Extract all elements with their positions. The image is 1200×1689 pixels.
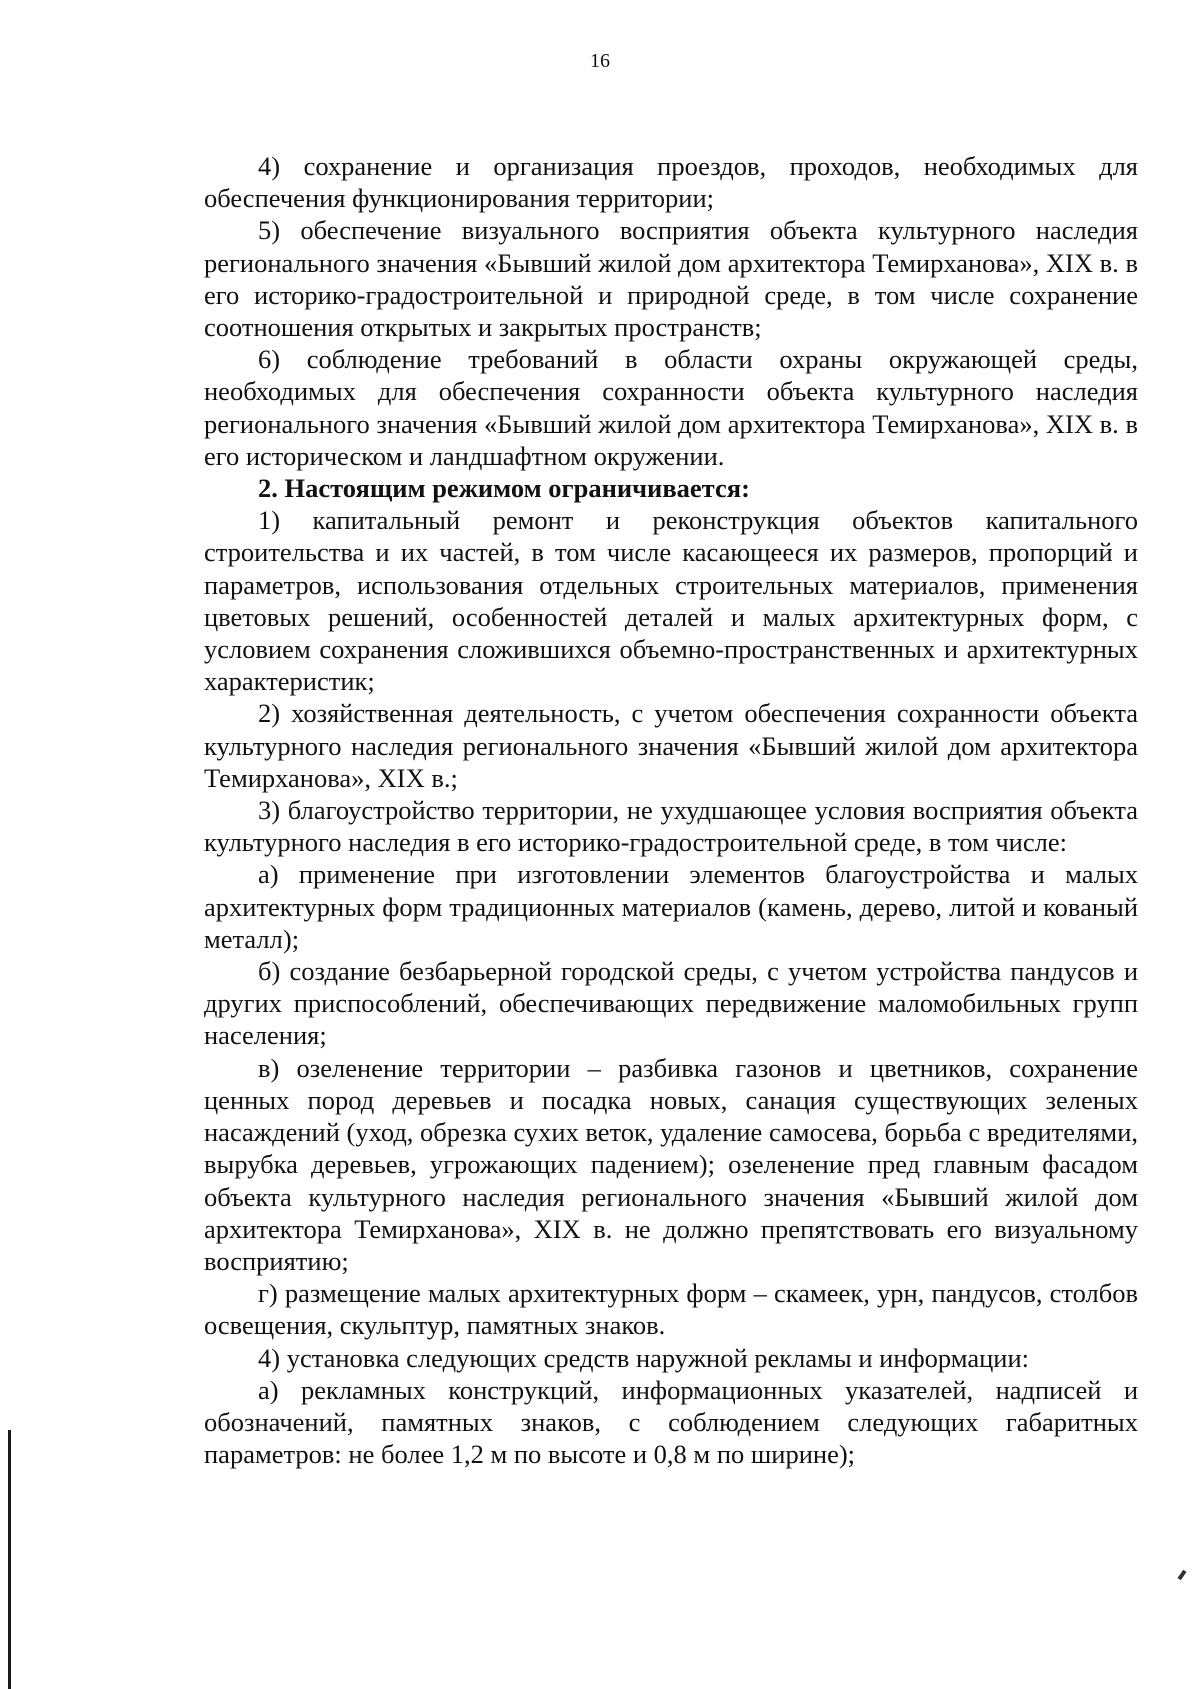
document-body [204, 150, 1138, 1470]
paragraph-item-5-visual-perception: 5) обеспечение визуального восприятия объекта культурного наследия регионального значения «Бывший жилой дом архитектора Темирханова», XIX в. в его историко-градостроительной и природной среде, в том числе сохранение соотношения открытых и закрытых пространств; [204, 215, 1138, 343]
paragraph-subitem-a-materials: а) применение при изготовлении элементов благоустройства и малых архитектурных форм традиционных материалов (камень, дерево, литой и кованый металл); [204, 859, 1138, 954]
scan-edge-mark [8, 1430, 11, 1689]
paragraph-item-4-advertising: 4) установка следующих средств наружной рекламы и информации: [258, 1342, 1030, 1373]
paragraph-subitem-g-small-forms: г) размещение малых архитектурных форм – скамеек, урн, пандусов, столбов освещения, скульптур, памятных знаков. [204, 1278, 1138, 1341]
scan-speck-mark [1177, 1570, 1186, 1580]
paragraph-subitem-b-barrier-free: б) создание безбарьерной городской среды, с учетом устройства пандусов и других приспособлений, обеспечивающих передвижение маломобильных групп населения; [204, 956, 1138, 1051]
paragraph-item-4-driveways: 4) сохранение и организация проездов, проходов, необходимых для обеспечения функционирования территории; [204, 151, 1138, 214]
paragraph-item-3-landscaping: 3) благоустройство территории, не ухудшающее условия восприятия объекта культурного наследия в его историко-градостроительной среде, в том числе: [204, 795, 1138, 858]
paragraph-subitem-a-signage: а) рекламных конструкций, информационных указателей, надписей и обозначений, памятных знаков, с соблюдением следующих габаритных параметров: не более 1,2 м по высоте и 0,8 м по ширине); [204, 1374, 1138, 1470]
page-number: 16 [590, 50, 610, 72]
paragraph-subitem-v-greening: в) озеленение территории – разбивка газонов и цветников, сохранение ценных пород деревьев и посадка новых, санация существующих зеленых насаждений (уход, обрезка сухих веток, удаление самосева, борьба с вредителями, вырубка деревьев, угрожающих падением); озеленение пред главным фасадом объекта культурного наследия регионального значения «Бывший жилой дом архитектора Темирханова», XIX в. не должно препятствовать его визуальному восприятию; [204, 1052, 1138, 1276]
paragraph-item-2-economic-activity: 2) хозяйственная деятельность, с учетом обеспечения сохранности объекта культурного наследия регионального значения «Бывший жилой дом архитектора Темирханова», XIX в.; [204, 698, 1138, 793]
section-heading-restrictions: 2. Настоящим режимом ограничивается: [258, 473, 750, 504]
paragraph-item-6-environment: 6) соблюдение требований в области охраны окружающей среды, необходимых для обеспечения сохранности объекта культурного наследия регионального значения «Бывший жилой дом архитектора Темирханова», XIX в. в его историческом и ландшафтном окружении. [204, 344, 1138, 471]
paragraph-item-1-repair: 1) капитальный ремонт и реконструкция объектов капитального строительства и их частей, в том числе касающееся их размеров, пропорций и параметров, использования отдельных строительных материалов, применения цветовых решений, особенностей деталей и малых архитектурных форм, с условием сохранения сложившихся объемно-пространственных и архитектурных характеристик; [204, 505, 1138, 697]
